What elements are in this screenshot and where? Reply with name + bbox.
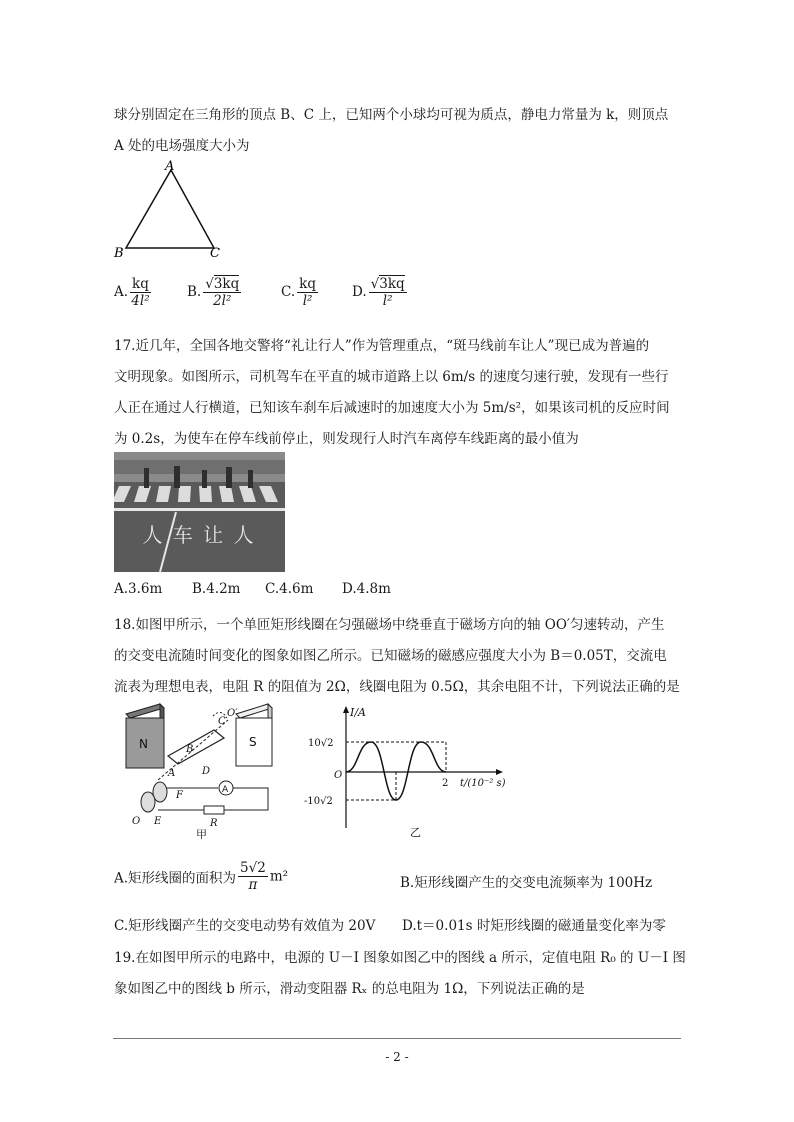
axis-o-label: O [132, 816, 141, 827]
graph-xlabel: t/(10⁻² s) [460, 778, 506, 789]
q18-option-c[interactable]: C.矩形线圈产生的交变电动势有效值为 20V [114, 918, 376, 934]
axis-o-prime-label: O′ [227, 708, 238, 719]
q16-option-c[interactable] [281, 276, 320, 309]
vertex-a-label: A [165, 159, 175, 174]
option-b-denominator: 2l² [213, 293, 232, 309]
q18-option-a[interactable] [114, 860, 288, 893]
q19-text-line1: 19.在如图甲所示的电路中，电源的 U－I 图象如图乙中的图线 a 所示，定值电阻 R₀ 的 U－I 图 [114, 950, 686, 966]
q16-text-line1: 球分别固定在三角形的顶点 B、C 上，已知两个小球均可视为质点，静电力常量为 k，则顶点 [114, 107, 669, 123]
option-a-unit: m² [269, 868, 289, 885]
triangle-figure [110, 158, 240, 266]
q17-text-line3: 人正在通过人行横道，已知该车刹车后减速时的加速度大小为 5m/s²，如果该司机的反应时间 [114, 400, 670, 416]
q17-text-line2: 文明现象。如图所示，司机驾车在平直的城市道路上以 6m/s 的速度匀速行驶，发现有一些行 [114, 369, 669, 385]
option-d-root: 3 [379, 276, 388, 292]
graph-origin-label: O [334, 770, 343, 781]
q16-option-d[interactable]: D. $\frac{√3kq}{\text{l²}}$ [352, 276, 405, 309]
vertex-c-label: C [210, 246, 220, 261]
q18-text-line1: 18.如图甲所示，一个单匝矩形线圈在匀强磁场中绕垂直于磁场方向的轴 OO′匀速转动，产生 [114, 617, 665, 633]
q19-text-line2: 象如图乙中的图线 b 所示，滑动变阻器 Rₓ 的总电阻为 1Ω，下列说法正确的是 [114, 981, 585, 997]
graph-ylabel: I/A [350, 706, 366, 719]
figure-jia-caption: 甲 [196, 828, 207, 840]
option-b-numerator: kq [222, 276, 240, 292]
coil-c-label: C [218, 716, 226, 727]
graph-ybottom-label: -10√2 [304, 796, 333, 807]
option-a-denominator: 4l² [131, 293, 150, 309]
option-d-denominator: l² [382, 293, 393, 309]
q17-text-line1: 17.近几年，全国各地交警将“礼让行人”作为管理重点，“斑马线前车让人”现已成为普遍的 [114, 338, 650, 354]
q16-text-line2: A 处的电场强度大小为 [114, 138, 250, 154]
magnet-s-label: S [249, 735, 257, 749]
vertex-b-label: B [114, 246, 124, 261]
figure-yi-caption: 乙 [410, 826, 421, 838]
q16-option-b[interactable]: B. $\frac{√3kq}{\text{2l²}}$ [187, 276, 240, 309]
q16-option-a[interactable] [114, 276, 153, 309]
option-d-prefix: D. [352, 284, 367, 300]
footer-divider [113, 1038, 681, 1039]
ammeter-label: A [222, 785, 229, 795]
option-a-numerator: 5√2 [240, 860, 266, 876]
current-graph [300, 704, 540, 838]
option-d-numerator: kq [387, 276, 405, 292]
option-b-prefix: B. [187, 284, 202, 300]
option-a-numerator: kq [132, 276, 149, 292]
option-a-denominator: π [248, 877, 258, 893]
page-number: - 2 - [385, 1050, 409, 1064]
q17-option-b[interactable]: B.4.2m [192, 581, 241, 597]
q18-text-line2: 的交变电流随时间变化的图象如图乙所示。已知磁场的磁感应强度大小为 B＝0.05T，交流电 [114, 648, 667, 664]
coil-a-label: A [168, 768, 176, 779]
q17-option-d[interactable]: D.4.8m [342, 581, 391, 597]
option-c-denominator: l² [302, 293, 313, 309]
coil-b-label: B [186, 744, 194, 755]
coil-d-label: D [202, 766, 211, 777]
triangle-shape [126, 170, 214, 248]
graph-ytop-label: 10√2 [308, 738, 334, 749]
option-a-text: A.矩形线圈的面积为 [114, 870, 237, 887]
q18-option-d[interactable]: D.t＝0.01s 时矩形线圈的磁通量变化率为零 [402, 918, 666, 934]
brush-e-label: E [154, 816, 162, 827]
graph-tick-2: 2 [442, 778, 449, 789]
q18-option-b[interactable]: B.矩形线圈产生的交变电流频率为 100Hz [400, 875, 653, 891]
crosswalk-photo [114, 452, 285, 572]
q17-option-c[interactable]: C.4.6m [265, 581, 314, 597]
option-b-root: 3 [213, 276, 223, 292]
option-a-prefix: A. [114, 284, 129, 300]
sine-curve [346, 742, 449, 800]
generator-figure [118, 700, 293, 840]
option-c-prefix: C. [281, 284, 296, 300]
magnet-n-label: N [139, 737, 148, 751]
brush-f-label: F [176, 790, 183, 801]
resistor-r [204, 806, 224, 814]
q17-text-line4: 为 0.2s，为使车在停车线前停止，则发现行人时汽车离停车线距离的最小值为 [114, 431, 579, 447]
q18-text-line3: 流表为理想电表，电阻 R 的阻值为 2Ω，线圈电阻为 0.5Ω，其余电阻不计，下列说法正确的是 [114, 679, 680, 695]
resistor-r-label: R [210, 818, 218, 829]
option-c-numerator: kq [299, 276, 316, 292]
q17-option-a[interactable]: A.3.6m [114, 581, 163, 597]
road-marking-text: 人 车 让 人 [142, 523, 256, 547]
